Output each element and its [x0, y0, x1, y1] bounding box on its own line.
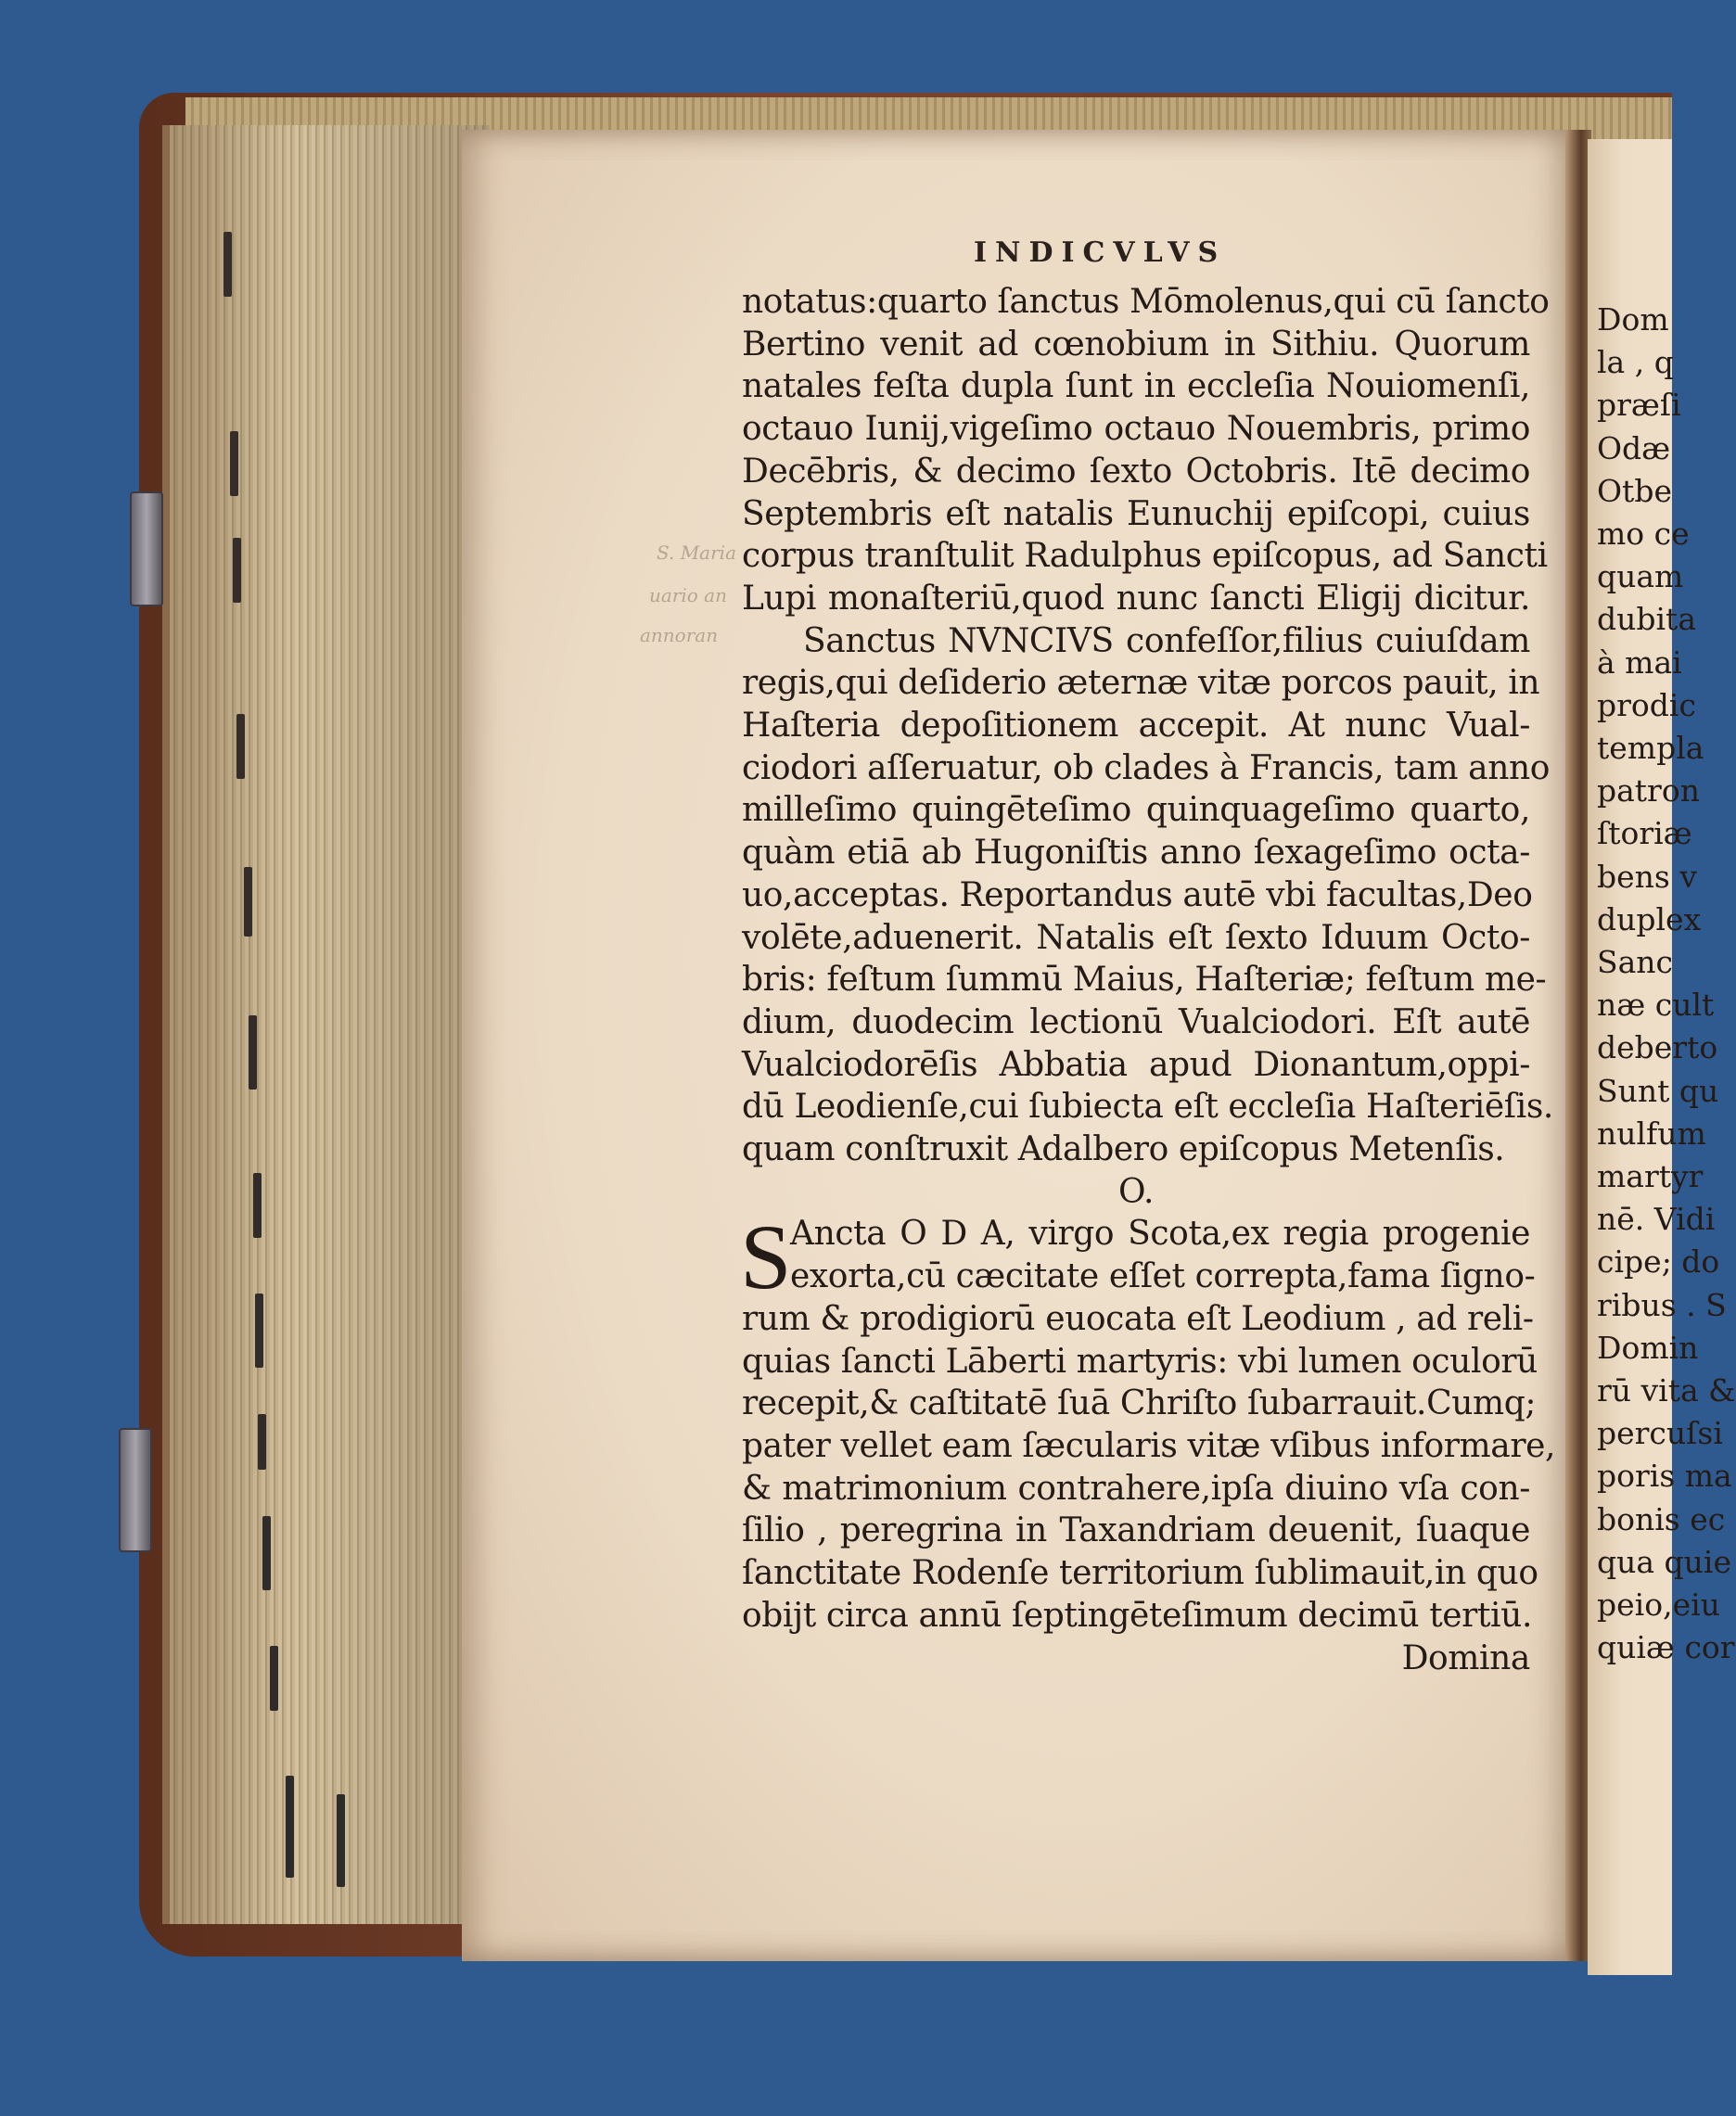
text-line: Lupi monaſteriū,quod nunc ſancti Eligij dicitur.: [742, 579, 1530, 618]
thumb-tab: [230, 431, 238, 496]
text-line: ſanctitate Rodenſe territorium ſublimauit,in quo: [742, 1554, 1538, 1593]
text-line: rum & prodigiorū euocata eſt Leodium , ad reli-: [742, 1299, 1534, 1338]
margin-bleed-text: S. Maria: [657, 542, 736, 564]
thumb-tab: [286, 1776, 294, 1878]
text-line: obijt circa annū ſeptingēteſimum decimū tertiū.: [742, 1596, 1533, 1635]
clasp-lower: [119, 1428, 152, 1552]
text-line: Septembris eſt natalis Eunuchij epiſcopi, cuius: [742, 494, 1530, 533]
text-line: volēte,aduenerit. Natalis eſt ſexto Iduum Octo-: [742, 918, 1530, 957]
page-body-text: [740, 281, 1556, 1679]
right-page-fragment: martyr: [1597, 1158, 1704, 1194]
thumb-tab: [270, 1646, 278, 1711]
text-line: quàm etiā ab Hugoniſtis anno ſexageſimo octa-: [742, 834, 1530, 873]
thumb-tab: [253, 1173, 262, 1238]
text-line: regis,qui deſiderio æternæ vitæ porcos pauit, in: [742, 664, 1540, 703]
book-fore-edge: [162, 125, 490, 1924]
right-page-fragment: quam: [1597, 558, 1684, 595]
text-line: Decēbris, & decimo ſexto Octobris. Itē decimo: [742, 452, 1530, 491]
thumb-tab: [258, 1414, 266, 1470]
text-line: Ancta O D A, virgo Scota,ex regia progenie: [790, 1215, 1530, 1254]
text-line: bris: feſtum ſummū Maius, Haſteriæ; feſtum me-: [742, 961, 1547, 1000]
right-page-fragment: cipe; do: [1597, 1243, 1720, 1281]
text-line: exorta,cū cæcitate eſſet correpta,fama ſigno-: [790, 1257, 1536, 1296]
right-page-fragment: à mai: [1597, 644, 1682, 681]
right-page-fragment: næ cult: [1597, 987, 1715, 1024]
text-line: recepit,& caſtitatē ſuā Chriſto ſubarrauit.Cumq;: [742, 1384, 1537, 1423]
thumb-tab: [244, 867, 252, 937]
thumb-tab: [236, 714, 245, 779]
text-line: octauo Iunij,vigeſimo octauo Nouembris, primo: [742, 410, 1530, 449]
right-page-fragment: templa: [1597, 730, 1704, 766]
right-page-fragment: duplex: [1597, 900, 1702, 937]
right-page-fragment: Sunt qu: [1597, 1072, 1719, 1109]
right-page-fragment: Dom: [1597, 301, 1669, 338]
text-line: natales feſta dupla ſunt in eccleſia Nouiomenſi,: [742, 367, 1530, 406]
running-header: INDICVLVS: [974, 236, 1227, 269]
text-line: Vualciodorēſis Abbatia apud Dionantum,oppi-: [742, 1045, 1530, 1084]
clasp-upper: [130, 491, 163, 606]
margin-bleed-text: uario an: [649, 584, 727, 606]
catchword: Domina: [1401, 1638, 1530, 1677]
right-page-fragment: peio,eiu: [1597, 1587, 1720, 1623]
right-page-fragment: ſtoriæ: [1597, 815, 1692, 852]
drop-cap: S: [740, 1205, 792, 1309]
thumb-tab: [255, 1294, 263, 1368]
text-line: Bertino venit ad cœnobium in Sithiu. Quorum: [742, 325, 1530, 363]
text-line: Sanctus NVNCIVS confeſſor,filius cuiuſdam: [803, 621, 1530, 660]
right-page-fragment: qua quie: [1597, 1543, 1732, 1580]
right-page-fragment: la , q: [1597, 344, 1674, 381]
right-page-fragment: nē. Vidi: [1597, 1201, 1716, 1238]
right-page-fragment: bens v: [1597, 858, 1697, 895]
thumb-tab: [262, 1516, 271, 1590]
text-line: dium, duodecim lectionū Vualciodori. Eſt autē: [742, 1002, 1530, 1041]
text-line: quam conſtruxit Adalbero epiſcopus Metenſis.: [742, 1130, 1505, 1169]
right-page-fragment: Odæ: [1597, 429, 1671, 466]
text-line: pater vellet eam ſæcularis vitæ vſibus informare,: [742, 1426, 1556, 1465]
thumb-tab: [223, 232, 232, 297]
text-line: uo,acceptas. Reportandus autē vbi facultas,Deo: [742, 875, 1533, 914]
right-page-fragment: bonis ec: [1597, 1500, 1726, 1537]
text-line: ciodori aſſeruatur, ob clades à Francis, tam anno: [742, 748, 1551, 787]
thumb-tab: [233, 538, 241, 603]
margin-bleed-text: annoran: [640, 624, 719, 646]
text-line: dū Leodienſe,cui ſubiecta eſt eccleſia Haſteriēſis.: [742, 1088, 1553, 1127]
thumb-tab: [337, 1794, 345, 1887]
right-page-fragment: patron: [1597, 772, 1700, 809]
right-page-fragment: nulfum: [1597, 1115, 1706, 1152]
right-page-fragment: percuſsi: [1597, 1415, 1723, 1452]
right-page-fragment: poris ma: [1597, 1458, 1732, 1495]
right-page-fragment: ribus . S: [1597, 1286, 1727, 1323]
text-line: corpus tranſtulit Radulphus epiſcopus, ad Sancti: [742, 537, 1548, 576]
right-page-fragment: quiæ cor: [1597, 1629, 1735, 1666]
right-page-fragment: prodic: [1597, 686, 1696, 723]
right-page-fragment: mo ce: [1597, 516, 1690, 552]
section-letter: O.: [1117, 1172, 1155, 1211]
right-page-fragment: rū vita &: [1597, 1372, 1736, 1409]
section-paragraph: [740, 1205, 1556, 1637]
right-page-fragment: dubita: [1597, 601, 1696, 638]
text-line: milleſimo quingēteſimo quinquageſimo quarto,: [742, 791, 1530, 830]
thumb-tab: [249, 1015, 257, 1090]
text-line: & matrimonium contrahere,ipſa diuino vſa con-: [742, 1469, 1530, 1508]
right-page-fragment: præſi: [1597, 387, 1681, 424]
text-line: ſilio , peregrina in Taxandriam deuenit, ſuaque: [742, 1511, 1530, 1550]
text-line: Haſteria depoſitionem accepit. At nunc Vual-: [742, 707, 1530, 746]
right-page-fragment: Sanc: [1597, 944, 1674, 980]
right-page-fragment: deberto: [1597, 1029, 1718, 1066]
text-line: notatus:quarto ſanctus Mōmolenus,qui cū ſancto: [742, 283, 1550, 321]
text-line: quias ſancti Lāberti martyris: vbi lumen oculorū: [742, 1342, 1538, 1381]
right-page-fragment: Otbe: [1597, 472, 1672, 509]
right-page-fragment: Domin: [1597, 1329, 1699, 1366]
